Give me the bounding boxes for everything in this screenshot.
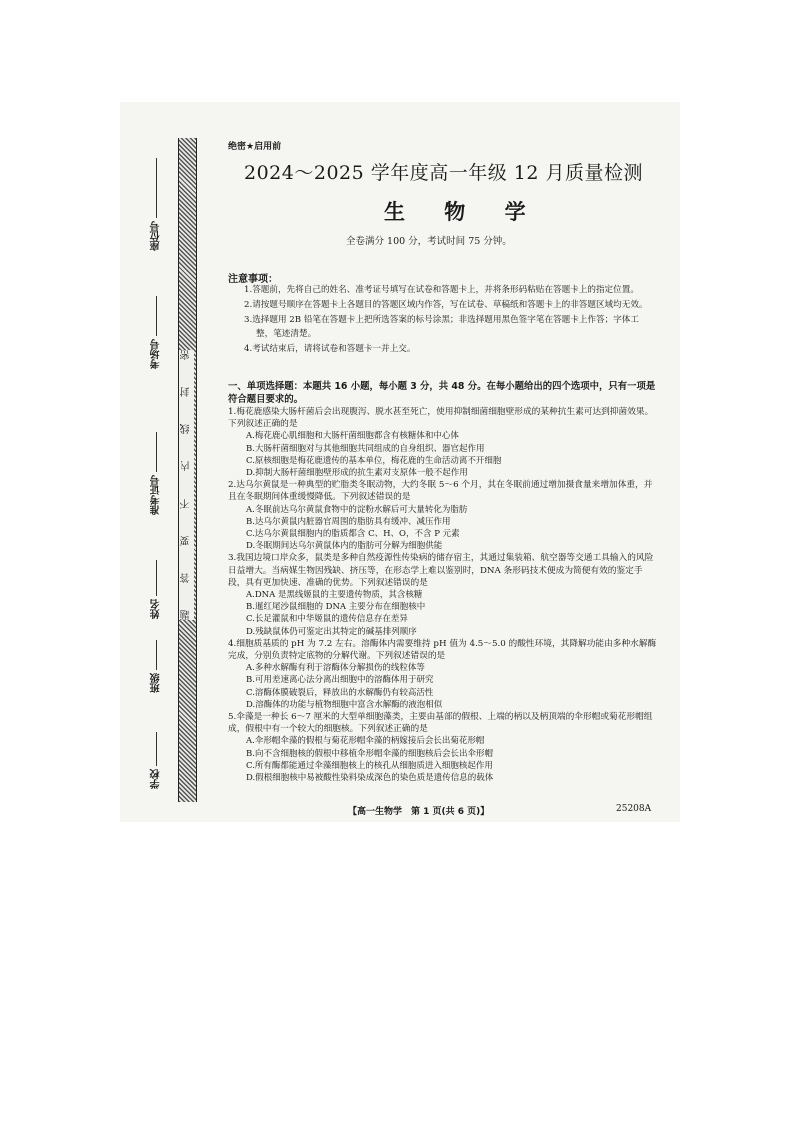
option-b: B.向不含细胞核的假根中移植伞形帽伞藻的细胞核后会长出伞形帽 [246,748,493,759]
option-d: D.残缺鼠体仍可鉴定出其特定的碱基排列顺序 [246,626,417,637]
fill-line [156,560,157,596]
option-c: C.溶酶体膜破裂后，释放出的水解酶仍有较高活性 [246,687,434,698]
name-label: 姓名 [150,599,162,619]
page-footer: 【高一生物学 第 1 页(共 6 页)】 [348,807,490,817]
fill-line [156,296,157,336]
option-c: C.所有酶都能通过伞藻细胞核上的核孔从细胞质进入细胞核起作用 [246,760,493,771]
seal-line-text [179,350,194,620]
score-time-line: 全卷满分 100 分，考试时间 75 分钟。 [346,236,512,247]
notice-item: 2.请按题号顺序在答题卡上各题目的答题区域内作答，写在试卷、草稿纸和答题卡上的非答题区域均无效。 [244,300,648,311]
option-d: D.假根细胞核中易被酸性染料染成深色的染色质是遗传信息的载体 [246,773,494,784]
option-c: C.原核细胞是梅花鹿遗传的基本单位，梅花鹿的生命活动离不开细胞 [246,455,502,466]
option-a: A.梅花鹿心肌细胞和大肠杆菌细胞都含有核糖体和中心体 [246,431,459,442]
option-b: B.达乌尔黄鼠内脏器官周围的脂肪具有缓冲、减压作用 [246,516,451,527]
school-label: 学校 [150,769,162,789]
exam-room-label: 考场号 [150,339,162,369]
option-a: A.伞形帽伞藻的假根与菊花形帽伞藻的柄嫁接后会长出菊花形帽 [246,736,485,747]
option-a: A.多种水解酶有利于溶酶体分解损伤的线粒体等 [246,663,425,674]
question-list [228,406,658,784]
question-3 [228,552,658,637]
fill-line [156,432,157,472]
option-a: A.冬眠前达乌尔黄鼠食物中的淀粉水解后可大量转化为脂肪 [246,504,468,515]
school-field[interactable] [148,732,164,789]
seal-char: 题 [181,609,192,620]
option-c: C.达乌尔黄鼠细胞内的脂质都含 C、H、O，不含 P 元素 [246,529,460,540]
option-b: B.大肠杆菌细胞对与其他细胞共同组成的自身组织、器官起作用 [246,443,485,454]
class-field[interactable] [148,640,164,693]
option-d: D.冬眠期间达乌尔黄鼠体内的脂肪可分解为细胞供能 [246,541,443,552]
question-stem: 2.达乌尔黄鼠是一种典型的贮脂类冬眠动物，大约冬眠 5～6 个月，其在冬眠前通过增加摄食量来增加体重，并且在冬眠期间体重缓慢降低。下列叙述错误的是 [228,480,653,503]
question-stem: 1.梅花鹿感染大肠杆菌后会出现腹泻、脱水甚至死亡，使用抑制细菌细胞壁形成的某种抗生素可达到抑菌效果。下列叙述正确的是 [228,407,654,430]
fill-line [156,732,157,766]
subject-title: 生 物 学 [384,199,542,224]
notice-item: 1.答题前，先将自己的姓名、准考证号填写在试卷和答题卡上，并将条形码粘贴在答题卡上的指定位置。 [244,285,639,295]
question-stem: 4.细胞质基质的 pH 为 7.2 左右。溶酶体内需要维持 pH 值为 4.5～5.0 的酸性环境，其降解功能由多种水解酶完成，分别负责特定底物的分解代谢。下列叙述错误的是 [228,638,657,662]
confidential-label: 绝密★启用前 [228,142,282,152]
option-b: B.可用差速离心法分离出细胞中的溶酶体用于研究 [246,675,434,686]
question-stem: 3.我国边境口岸众多，鼠类是多种自然疫源性传染病的储存宿主，其通过集装箱、航空器等交通工具输入的风险日益增大。当病媒生物因残缺、挤压等，在形态学上难以鉴别时，DNA 条形码技术便成为简便有效的鉴定手段，具有更加快速、准确的优势。下列叙述错误的是 [228,553,654,588]
exam-code: 25208A [616,804,652,814]
question-1 [228,406,658,479]
question-5 [228,711,658,784]
option-d: D.抑制大肠杆菌细胞壁形成的抗生素对支原体一般不起作用 [246,468,468,479]
notice-item: 3.选择题用 2B 铅笔在答题卡上把所选答案的标号涂黑；非选择题用黑色签字笔在答题卡上作答；字体工整，笔迹清楚。 [244,315,639,339]
seal-char: 内 [181,461,192,472]
seal-char: 要 [181,535,192,546]
seat-number-label: 座位号 [150,221,162,251]
admission-number-field[interactable] [148,432,164,515]
option-a: A.DNA 是黑线姬鼠的主要遗传物质，其含核糖 [246,590,423,601]
option-d: D.溶酶体的功能与植物细胞中富含水解酶的液泡相似 [246,699,443,710]
option-c: C.长足灌鼠和中华姬鼠的遗传信息存在差异 [246,614,408,625]
seal-char: 线 [181,424,192,435]
name-field[interactable] [148,560,164,619]
exam-room-field[interactable] [148,296,164,369]
seal-char: 答 [181,572,192,583]
option-b: B.暹红尾沙鼠细胞的 DNA 主要分布在细胞核中 [246,602,426,613]
seal-char: 封 [181,387,192,398]
notice-heading: 注意事项： [228,274,278,285]
admission-number-label: 准考证号 [150,475,162,515]
section-heading: 一、单项选择题：本题共 16 小题，每小题 3 分，共 48 分。在每小题给出的四个选项中，只有一项是符合题目要求的。 [228,381,656,405]
notice-list [244,284,650,358]
notice-item: 4.考试结束后，请将试卷和答题卡一并上交。 [244,343,416,354]
question-4 [228,638,658,711]
exam-title: 2024～2025 学年度高一年级 12 月质量检测 [244,162,644,184]
question-2 [228,479,658,552]
question-stem: 5.伞藻是一种长 6～7 厘米的大型单细胞藻类，主要由基部的假根、上端的柄以及柄顶端的伞形帽或菊花形帽组成，假根中有一个较大的细胞核。下列叙述正确的是 [228,712,653,735]
fill-line [156,640,157,670]
seal-char: 密 [181,350,192,360]
seat-number-field[interactable] [148,158,164,251]
fill-line [156,158,157,218]
class-label: 班级 [150,673,162,693]
seal-char: 不 [181,498,192,509]
